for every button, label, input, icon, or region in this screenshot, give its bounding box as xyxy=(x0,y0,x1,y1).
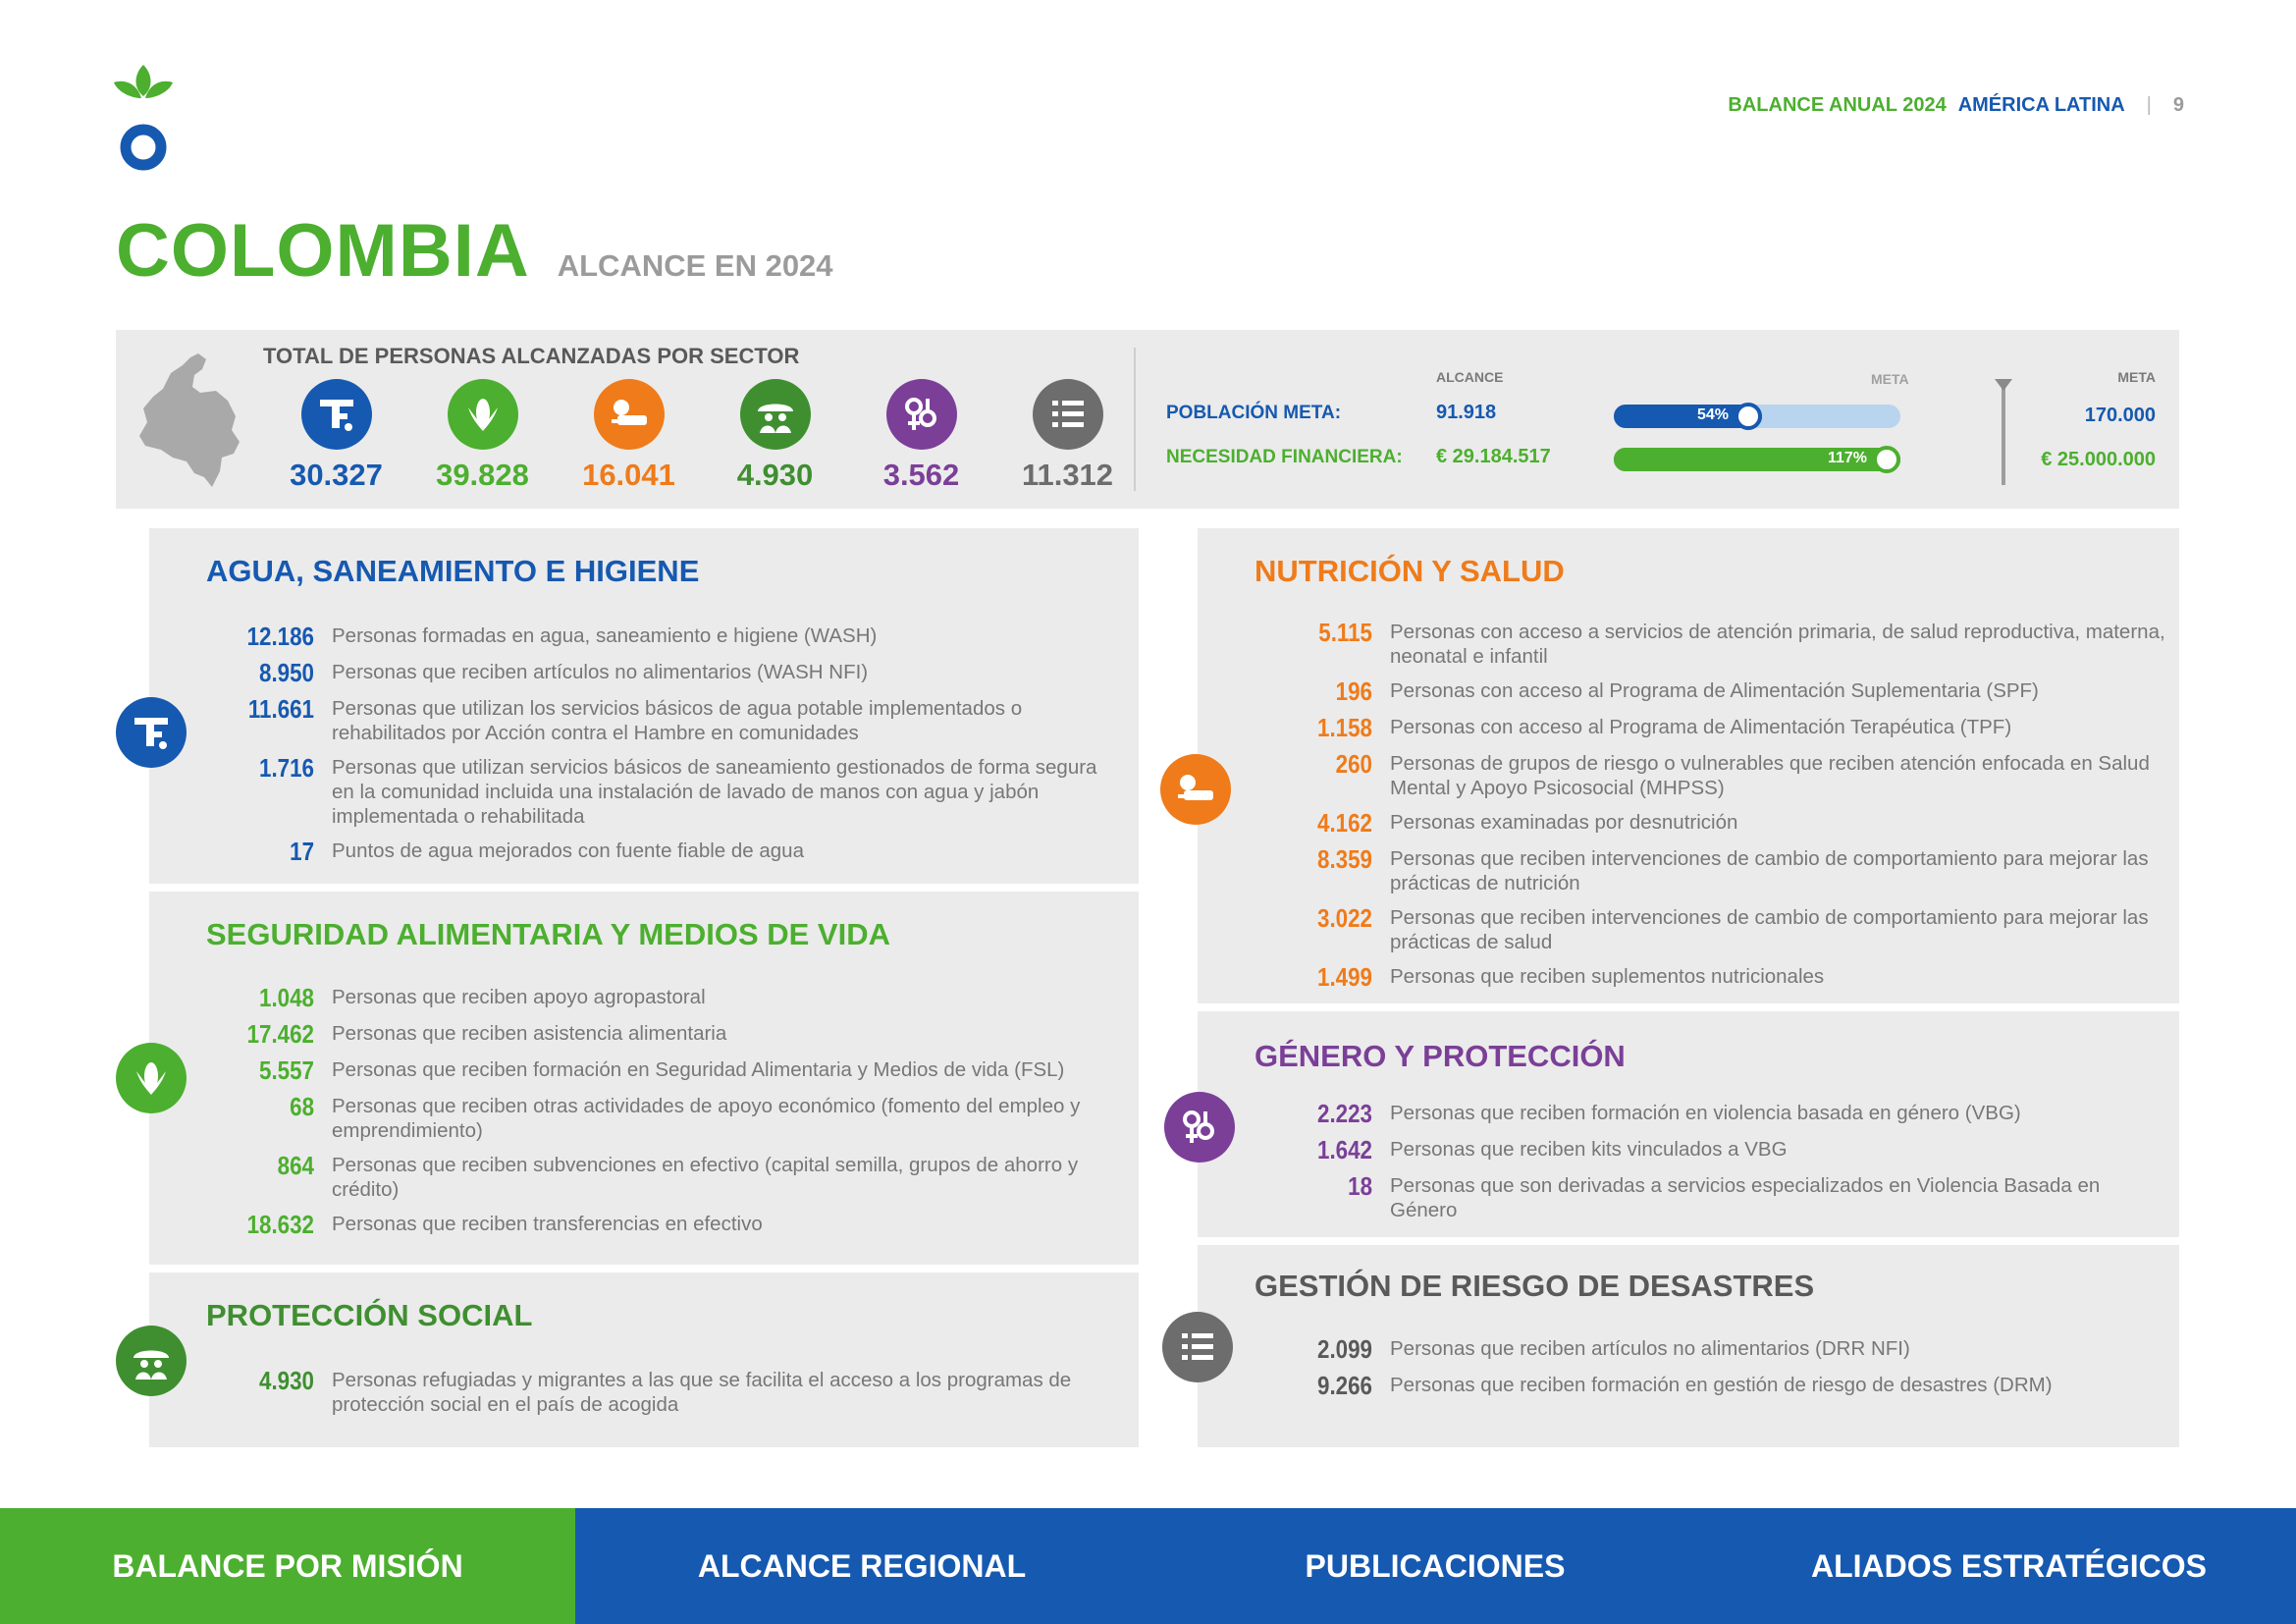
progress-percent: 117% xyxy=(1827,450,1867,466)
gender-symbols-icon xyxy=(1164,1092,1235,1163)
drr-items xyxy=(1266,1335,2169,1408)
list-item: 68 Personas que reciben otras actividades de apoyo económico (fomento del empleo y emprendimiento) xyxy=(290,1092,1081,1142)
header-divider: | xyxy=(2146,94,2152,116)
sector-disaster-risk xyxy=(994,379,1141,493)
sector-value: 30.327 xyxy=(290,458,383,492)
progress-percent: 54% xyxy=(1696,406,1729,423)
list-item: 5.115 Personas con acceso a servicios de atención primaria, de salud reproductiva, materna, neonatal e infantil xyxy=(1318,618,2165,668)
summary-band xyxy=(116,330,2179,509)
meta-marker-triangle xyxy=(1995,379,2012,391)
list-item: 864 Personas que reciben subvenciones en efectivo (capital semilla, grupos de ahorro y crédito) xyxy=(277,1151,1079,1201)
sector-nutrition xyxy=(556,379,702,493)
tab-aliados-estrategicos[interactable]: ALIADOS ESTRATÉGICOS xyxy=(1722,1508,2296,1624)
necesidad-financiera-target: € 25.000.000 xyxy=(2041,449,2156,470)
summary-title: TOTAL DE PERSONAS ALCANZADAS POR SECTOR xyxy=(263,344,800,368)
protected-family-icon xyxy=(116,1326,187,1396)
necesidad-financiera-label: NECESIDAD FINANCIERA: xyxy=(1166,447,1403,467)
meta-marker-line xyxy=(2002,387,2005,485)
list-item: 18 Personas que son derivadas a servicios especializados en Violencia Basada en Género xyxy=(1348,1171,2101,1221)
panel-disaster-risk xyxy=(1198,1245,2179,1447)
meta-marker-label: META xyxy=(1871,371,1909,387)
page-number: 9 xyxy=(2172,94,2184,116)
tab-balance-por-mision[interactable]: BALANCE POR MISIÓN xyxy=(0,1508,575,1624)
list-item: 5.557 Personas que reciben formación en Seguridad Alimentaria y Medios de vida (FSL) xyxy=(259,1056,1065,1085)
corn-icon xyxy=(116,1043,187,1113)
list-item: 2.099 Personas que reciben artículos no alimentarios (DRR NFI) xyxy=(1317,1334,1910,1364)
page-header xyxy=(1728,94,2184,117)
panel-wash xyxy=(149,528,1139,884)
sector-food-security xyxy=(409,379,556,493)
financiera-progress-bar xyxy=(1614,448,1900,471)
progress-knob xyxy=(1873,446,1900,473)
list-item: 8.359 Personas que reciben intervenciones de cambio de comportamiento para mejorar las prácticas de nutrición xyxy=(1317,844,2149,894)
social-items xyxy=(208,1367,1121,1426)
summary-divider xyxy=(1134,348,1136,491)
food-items xyxy=(208,984,1121,1247)
list-item: 18.632 Personas que reciben transferencias en efectivo xyxy=(246,1210,763,1239)
list-item: 17.462 Personas que reciben asistencia alimentaria xyxy=(246,1019,727,1049)
gender-symbols-icon xyxy=(886,379,957,450)
country-title: COLOMBIA xyxy=(116,209,530,293)
organization-logo xyxy=(114,63,173,173)
panel-nutrition xyxy=(1198,528,2179,1003)
sector-totals xyxy=(263,379,1141,493)
list-item: 4.162 Personas examinadas por desnutrición xyxy=(1317,808,1738,838)
poblacion-meta-value: 91.918 xyxy=(1436,402,1497,423)
sector-value: 16.041 xyxy=(582,458,675,492)
necesidad-financiera-value: € 29.184.517 xyxy=(1436,446,1551,467)
list-item: 12.186 Personas formadas en agua, saneamiento e higiene (WASH) xyxy=(246,622,878,651)
section-title: AGUA, SANEAMIENTO E HIGIENE xyxy=(206,554,700,588)
list-item: 11.661 Personas que utilizan los servicios básicos de agua potable implementados o rehabilitados por Acción contra el Hambre en comunidades xyxy=(247,694,1023,744)
list-item: 17 Puntos de agua mejorados con fuente fiable de agua xyxy=(290,837,804,866)
gender-items xyxy=(1266,1100,2169,1231)
meta-column-label: META xyxy=(2117,369,2156,385)
list-item: 4.930 Personas refugiadas y migrantes a las que se facilita el acceso a los programas de protección social en el país de acogida xyxy=(259,1366,1072,1416)
section-title: GESTIÓN DE RIESGO DE DESASTRES xyxy=(1255,1269,1815,1303)
section-title: PROTECCIÓN SOCIAL xyxy=(206,1298,533,1332)
section-title: GÉNERO Y PROTECCIÓN xyxy=(1255,1039,1626,1073)
baby-bottle-icon xyxy=(594,379,665,450)
tab-alcance-regional[interactable]: ALCANCE REGIONAL xyxy=(575,1508,1148,1624)
list-item: 1.048 Personas que reciben apoyo agropastoral xyxy=(259,983,706,1012)
section-title: NUTRICIÓN Y SALUD xyxy=(1255,554,1565,588)
list-item: 9.266 Personas que reciben formación en gestión de riesgo de desastres (DRM) xyxy=(1317,1371,2053,1400)
sector-social-protection xyxy=(702,379,848,493)
sector-gender xyxy=(848,379,994,493)
wash-items xyxy=(208,623,1121,874)
list-item: 1.716 Personas que utilizan servicios básicos de saneamiento gestionados de forma segura en la comunidad incluida una instalación de lavado de manos con agua y jabón implementada o rehabilitada xyxy=(259,753,1097,828)
sector-value: 39.828 xyxy=(436,458,529,492)
protected-family-icon xyxy=(740,379,811,450)
nutrition-items xyxy=(1266,619,2169,1000)
alcance-column-label: ALCANCE xyxy=(1436,369,1504,385)
checklist-icon xyxy=(1162,1312,1233,1382)
section-title: SEGURIDAD ALIMENTARIA Y MEDIOS DE VIDA xyxy=(206,917,890,951)
list-item: 2.223 Personas que reciben formación en violencia basada en género (VBG) xyxy=(1317,1099,2021,1128)
sector-value: 11.312 xyxy=(1021,458,1114,492)
tab-publicaciones[interactable]: PUBLICACIONES xyxy=(1148,1508,1722,1624)
water-tap-icon xyxy=(301,379,372,450)
poblacion-progress-bar xyxy=(1614,405,1900,428)
poblacion-meta-target: 170.000 xyxy=(2084,405,2156,426)
region-name: AMÉRICA LATINA xyxy=(1957,94,2125,116)
list-item: 8.950 Personas que reciben artículos no alimentarios (WASH NFI) xyxy=(259,658,869,687)
page-subtitle: ALCANCE EN 2024 xyxy=(557,248,833,283)
water-tap-icon xyxy=(116,697,187,768)
panel-gender xyxy=(1198,1011,2179,1237)
progress-knob xyxy=(1735,403,1762,430)
footer-navigation xyxy=(0,1508,2296,1624)
list-item: 1.158 Personas con acceso al Programa de Alimentación Terapéutica (TPF) xyxy=(1317,713,2012,742)
poblacion-meta-label: POBLACIÓN META: xyxy=(1166,403,1342,423)
list-item: 196 Personas con acceso al Programa de Alimentación Suplementaria (SPF) xyxy=(1335,677,2039,706)
report-name: BALANCE ANUAL 2024 xyxy=(1728,94,1947,116)
panel-social-protection xyxy=(149,1272,1139,1447)
list-item: 1.499 Personas que reciben suplementos nutricionales xyxy=(1317,962,1825,992)
list-item: 3.022 Personas que reciben intervenciones de cambio de comportamiento para mejorar las prácticas de salud xyxy=(1317,903,2149,953)
list-item: 1.642 Personas que reciben kits vinculados a VBG xyxy=(1317,1135,1788,1164)
sector-value: 3.562 xyxy=(882,458,960,492)
sector-value: 4.930 xyxy=(736,458,814,492)
sector-wash xyxy=(263,379,409,493)
checklist-icon xyxy=(1033,379,1103,450)
list-item: 260 Personas de grupos de riesgo o vulnerables que reciben atención enfocada en Salud Mental y Apoyo Psicosocial (MHPSS) xyxy=(1335,749,2150,799)
baby-bottle-icon xyxy=(1160,754,1231,825)
corn-icon xyxy=(448,379,518,450)
panel-food-security xyxy=(149,892,1139,1265)
page-title xyxy=(116,208,833,294)
colombia-map-icon xyxy=(137,352,245,489)
